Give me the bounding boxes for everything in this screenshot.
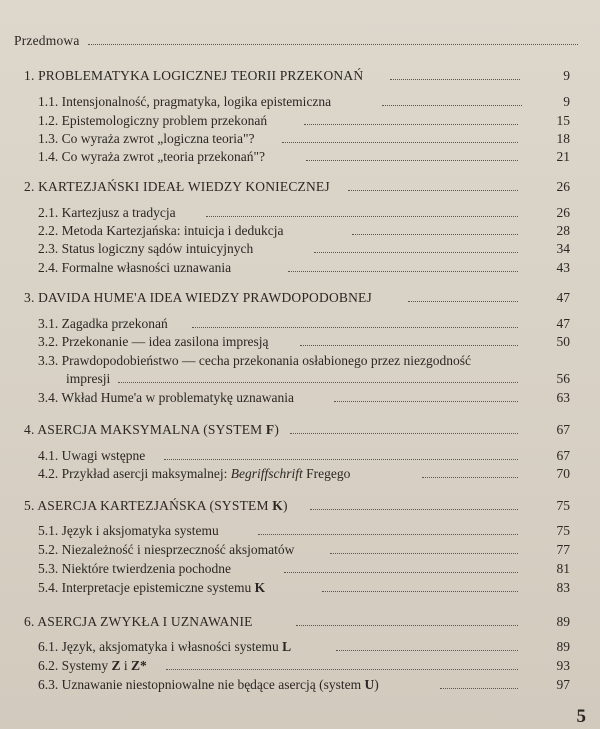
- system-symbol: K: [254, 580, 266, 595]
- work-title: Begriffschrift: [230, 466, 303, 481]
- toc-section: [0, 521, 600, 541]
- chapter-title-text: 4. ASERCJA MAKSYMALNA (SYSTEM: [24, 422, 266, 437]
- toc-section: [0, 258, 600, 278]
- dot-leader: [306, 160, 518, 161]
- dot-leader: [330, 553, 518, 554]
- dot-leader: [192, 327, 518, 328]
- toc-section: [0, 111, 600, 131]
- dot-leader: [258, 534, 518, 535]
- section-label-text: 6.3. Uznawanie niestopniowalne nie będące asercją (system: [38, 677, 365, 692]
- toc-section: [0, 675, 600, 695]
- page-ref: 63: [556, 390, 570, 405]
- dot-leader: [352, 234, 518, 235]
- dot-leader: [334, 401, 518, 402]
- page-ref: 83: [556, 580, 570, 595]
- section-label-end: Fregego: [302, 466, 351, 481]
- dot-leader: [164, 459, 518, 460]
- chapter-title-end: ): [274, 422, 280, 437]
- section-label: [38, 637, 291, 657]
- section-label-text: 6.2. Systemy: [38, 658, 112, 673]
- system-symbol: Z: [111, 658, 121, 673]
- entry-label: Przedmowa: [14, 33, 80, 48]
- page-ref: 26: [556, 179, 570, 194]
- section-label: [38, 675, 379, 695]
- section-label: [38, 464, 350, 484]
- section-label: 1.3. Co wyraża zwrot „logiczna teoria"?: [38, 131, 255, 146]
- chapter-title: 6. ASERCJA ZWYKŁA I UZNAWANIE: [24, 614, 253, 629]
- page-number: 5: [576, 706, 586, 727]
- system-symbol: Z*: [131, 658, 147, 673]
- dot-leader: [390, 79, 520, 80]
- toc-section: [0, 239, 600, 259]
- page-ref: 15: [556, 113, 570, 128]
- toc-section: [0, 578, 600, 598]
- section-label: 3.2. Przekonanie — idea zasilona impresją: [38, 334, 269, 349]
- system-symbol: L: [282, 639, 292, 654]
- toc-section: [0, 559, 600, 579]
- dot-leader: [88, 44, 578, 45]
- section-label: 1.4. Co wyraża zwrot „teoria przekonań"?: [38, 149, 266, 164]
- page-ref: 47: [556, 290, 570, 305]
- page-ref: 97: [556, 677, 570, 692]
- page-ref: 75: [556, 498, 570, 513]
- section-label: 2.3. Status logiczny sądów intuicyjnych: [38, 241, 254, 256]
- system-symbol: U: [364, 677, 375, 692]
- toc-section: [0, 147, 600, 167]
- dot-leader: [284, 572, 518, 573]
- page-ref: 50: [556, 334, 570, 349]
- toc-section: [0, 464, 600, 484]
- toc-chapter-4: [0, 420, 600, 440]
- toc-section: [0, 351, 600, 371]
- dot-leader: [382, 105, 522, 106]
- toc-section: [0, 129, 600, 149]
- page-ref: 67: [556, 422, 570, 437]
- section-label-text: 6.1. Język, aksjomatyka i własności systemu: [38, 639, 283, 654]
- dot-leader: [408, 301, 518, 302]
- dot-leader: [422, 477, 518, 478]
- page-ref: 81: [556, 561, 570, 576]
- page-ref: 28: [556, 223, 570, 238]
- dot-leader: [336, 650, 518, 651]
- page-ref: 18: [556, 131, 570, 146]
- toc-chapter-3: [0, 288, 600, 308]
- page-ref: 75: [556, 523, 570, 538]
- section-label: 2.2. Metoda Kartezjańska: intuicja i dedukcja: [38, 223, 284, 238]
- page-ref: 9: [563, 94, 570, 109]
- chapter-title: [24, 420, 279, 440]
- toc-chapter-1: [0, 66, 600, 86]
- toc-section: [0, 656, 600, 676]
- section-label: 4.1. Uwagi wstępne: [38, 448, 146, 463]
- toc-section-continuation: [0, 369, 600, 389]
- dot-leader: [288, 271, 518, 272]
- section-label-text: 5.4. Interpretacje epistemiczne systemu: [38, 580, 255, 595]
- chapter-title: [24, 496, 288, 516]
- dot-leader: [440, 688, 518, 689]
- chapter-title: 1. PROBLEMATYKA LOGICZNEJ TEORII PRZEKONAŃ: [24, 68, 364, 83]
- section-label: [38, 578, 265, 598]
- section-label: 3.3. Prawdopodobieństwo — cecha przekonania osłabionego przez niezgodność: [38, 353, 471, 368]
- page-ref: 93: [556, 658, 570, 673]
- section-label: 5.1. Język i aksjomatyka systemu: [38, 523, 219, 538]
- dot-leader: [296, 625, 518, 626]
- section-label-mid: i: [120, 658, 132, 673]
- section-label: 1.2. Epistemologiczny problem przekonań: [38, 113, 268, 128]
- toc-section: [0, 332, 600, 352]
- dot-leader: [310, 509, 518, 510]
- toc-section: [0, 446, 600, 466]
- toc-section: [0, 637, 600, 657]
- system-symbol: F: [265, 422, 275, 437]
- page-ref: 9: [563, 68, 570, 83]
- dot-leader: [314, 252, 518, 253]
- toc-chapter-6: [0, 612, 600, 632]
- toc-section: [0, 540, 600, 560]
- section-label: 3.1. Zagadka przekonań: [38, 316, 168, 331]
- chapter-title-text: 5. ASERCJA KARTEZJAŃSKA (SYSTEM: [24, 498, 273, 513]
- dot-leader: [290, 433, 518, 434]
- page-ref: 43: [556, 260, 570, 275]
- chapter-title: 2. KARTEZJAŃSKI IDEAŁ WIEDZY KONIECZNEJ: [24, 179, 330, 194]
- section-label: 1.1. Intensjonalność, pragmatyka, logika epistemiczna: [38, 94, 332, 109]
- page-ref: 67: [556, 448, 570, 463]
- section-label: 2.1. Kartezjusz a tradycja: [38, 205, 176, 220]
- toc-section: [0, 92, 600, 112]
- section-label: 5.2. Niezależność i niesprzeczność aksjomatów: [38, 542, 295, 557]
- dot-leader: [166, 669, 518, 670]
- page-ref: 34: [556, 241, 570, 256]
- toc-section: [0, 314, 600, 334]
- section-label: 2.4. Formalne własności uznawania: [38, 260, 232, 275]
- chapter-title: 3. DAVIDA HUME'A IDEA WIEDZY PRAWDOPODOBNEJ: [24, 290, 372, 305]
- chapter-title-end: ): [282, 498, 288, 513]
- section-label: [38, 656, 147, 676]
- page-ref: 77: [556, 542, 570, 557]
- dot-leader: [300, 345, 518, 346]
- dot-leader: [282, 142, 518, 143]
- page-ref: 70: [556, 466, 570, 481]
- dot-leader: [348, 190, 518, 191]
- page-ref: 26: [556, 205, 570, 220]
- toc-entry-preface: [0, 31, 600, 51]
- section-label-text: 4.2. Przykład asercji maksymalnej:: [38, 466, 231, 481]
- section-label-continuation: impresji: [66, 371, 111, 386]
- toc-section: [0, 203, 600, 223]
- page-ref: 89: [556, 639, 570, 654]
- dot-leader: [206, 216, 518, 217]
- toc-chapter-5: [0, 496, 600, 516]
- page-ref: 89: [556, 614, 570, 629]
- toc-chapter-2: [0, 177, 600, 197]
- section-label: 3.4. Wkład Hume'a w problematykę uznawania: [38, 390, 294, 405]
- system-symbol: K: [272, 498, 283, 513]
- page-ref: 56: [556, 371, 570, 386]
- section-label-end: ): [374, 677, 379, 692]
- section-label: 5.3. Niektóre twierdzenia pochodne: [38, 561, 232, 576]
- dot-leader: [304, 124, 518, 125]
- dot-leader: [322, 591, 518, 592]
- toc-section: [0, 221, 600, 241]
- page-ref: 47: [556, 316, 570, 331]
- page-ref: 21: [556, 149, 570, 164]
- toc-section: [0, 388, 600, 408]
- dot-leader: [118, 382, 518, 383]
